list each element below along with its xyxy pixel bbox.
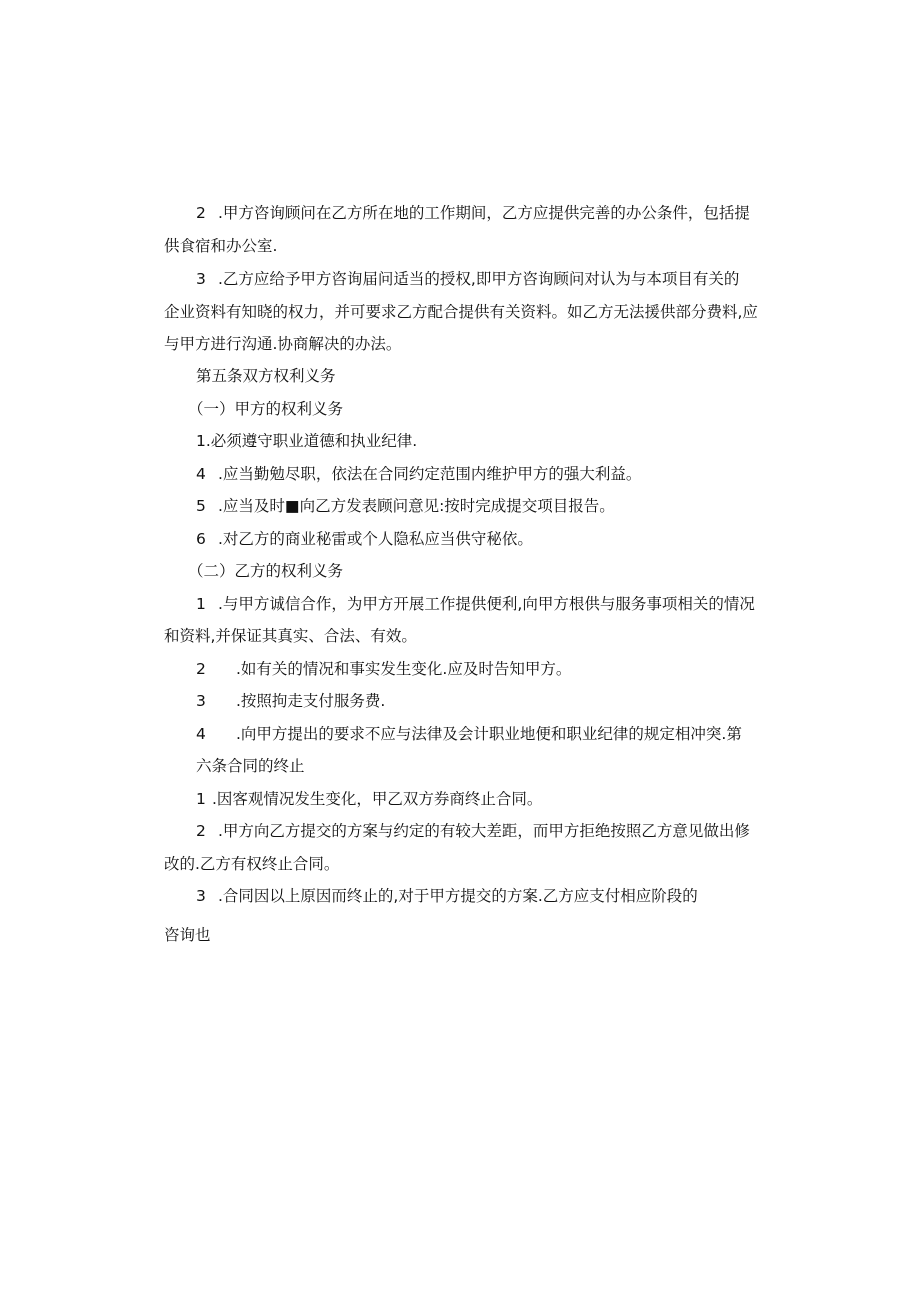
text-line: 1.必须遵守职业道德和执业纪律.	[196, 432, 418, 450]
text-line: .合同因以上原因而终止的,对于甲方提交的方案.乙方应支付相应阶段的	[218, 887, 698, 905]
text-line: .应当勤勉尽职，依法在合同约定范围内维护甲方的强大利益。	[218, 465, 642, 483]
text-line: .甲方咨询顾问在乙方所在地的工作期间，乙方应提供完善的办公条件，包括提	[218, 204, 750, 222]
section-heading: 六条合同的终止	[196, 757, 305, 775]
item-number: 6	[196, 530, 206, 548]
item-number: 4	[196, 465, 206, 483]
item-number: 1	[196, 595, 206, 613]
item-number: 2	[196, 204, 206, 222]
text-line: 与甲方进行沟通.协商解决的办法。	[164, 335, 402, 353]
item-number: 3	[196, 270, 206, 288]
section-heading: 第五条双方权利义务	[196, 367, 336, 385]
text-line: 供食宿和办公室.	[164, 237, 278, 255]
item-number: 5	[196, 497, 206, 515]
text-line: .向甲方提出的要求不应与法律及会计职业地便和职业纪律的规定相冲突.第	[236, 725, 742, 743]
text-line: .甲方向乙方提交的方案与约定的有较大差距，而甲方拒绝按照乙方意见做出修	[218, 822, 750, 840]
text-line: 咨询也	[164, 926, 211, 944]
item-number: 2	[196, 822, 206, 840]
text-line: .乙方应给予甲方咨询届问适当的授权,即甲方咨询顾问对认为与本项目有关的	[218, 270, 740, 288]
text-line: 改的.乙方有权终止合同。	[164, 855, 340, 873]
text-line: 和资料,并保证其真实、合法、有效。	[164, 627, 417, 645]
subsection-heading: （二）乙方的权利义务	[188, 562, 344, 580]
item-number: 3	[196, 887, 206, 905]
item-number: 2	[196, 660, 206, 678]
text-line: .按照拘走支付服务费.	[236, 692, 386, 710]
subsection-heading: （一）甲方的权利义务	[188, 400, 344, 418]
text-line: 企业资料有知晓的权力，并可要求乙方配合提供有关资料。如乙方无法援供部分费料,应	[164, 303, 758, 321]
item-number: 4	[196, 725, 206, 743]
text-line: .对乙方的商业秘雷或个人隐私应当供守秘依。	[218, 530, 533, 548]
item-number: 1	[196, 790, 206, 808]
text-line: .因客观情况发生变化，甲乙双方券商终止合同。	[212, 790, 543, 808]
text-line: .如有关的情况和事实发生变化.应及时告知甲方。	[236, 660, 572, 678]
text-line: .应当及时■向乙方发表顾问意见:按时完成提交项目报告。	[218, 497, 615, 515]
item-number: 3	[196, 692, 206, 710]
text-line: .与甲方诚信合作，为甲方开展工作提供便利,向甲方根供与服务事项相关的情况	[218, 595, 755, 613]
